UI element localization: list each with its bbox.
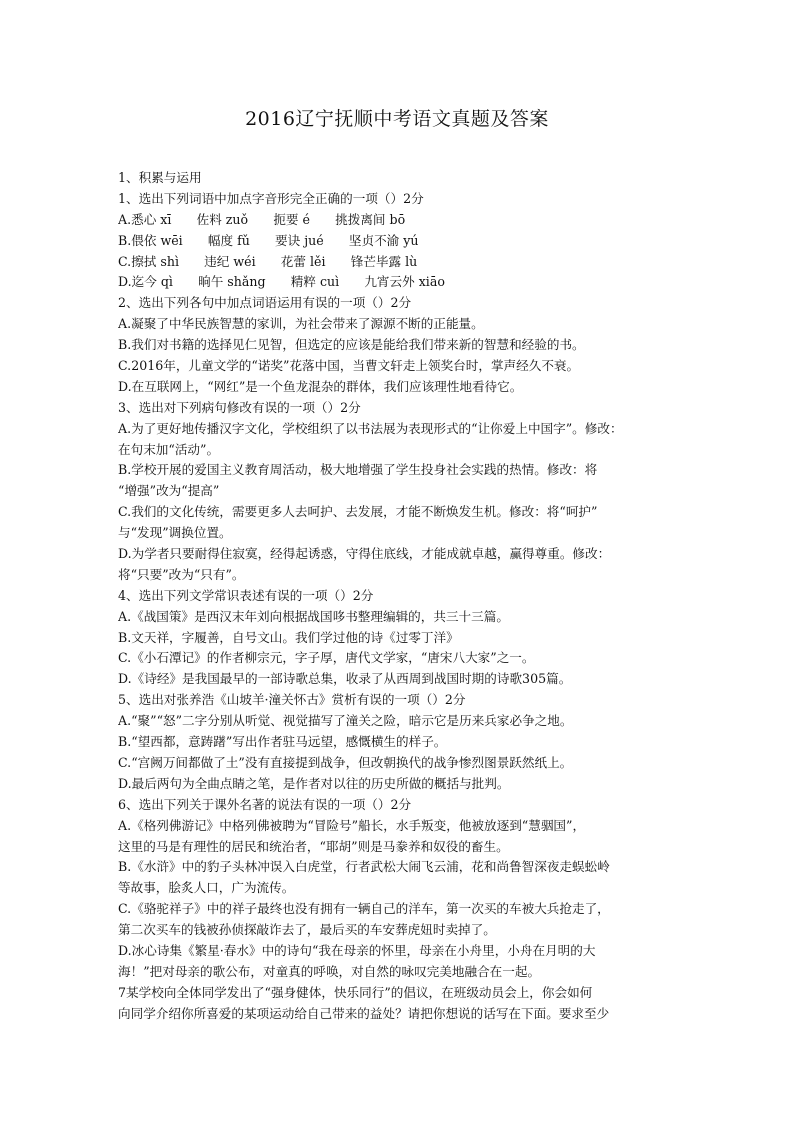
option-line: C.《骆驼祥子》中的祥子最终也没有拥有一辆自己的洋车，第一次买的车被大兵抢走了， bbox=[118, 901, 610, 917]
question-7: 7某学校向全体同学发出了“强身健体，快乐同行”的倡议，在班级动员会上，你会如何 bbox=[118, 984, 593, 1000]
question-5: 5、选出对张养浩《山坡羊·潼关怀古》赏析有误的一项（）2分 bbox=[118, 692, 466, 708]
option-line: 等故事，脍炙人口，广为流传。 bbox=[118, 880, 295, 896]
option-line: C.2016年，儿童文学的“诺奖”花落中国，当曹文轩走上领奖台时，掌声经久不衰。 bbox=[118, 358, 580, 374]
option-line: D.为学者只要耐得住寂寞，经得起诱惑，守得住底线，才能成就卓越，赢得尊重。修改： bbox=[118, 546, 611, 562]
option-line: A.“聚”“怒”二字分别从听觉、视觉描写了潼关之险，暗示它是历来兵家必争之地。 bbox=[118, 713, 573, 729]
question-4: 4、选出下列文学常识表述有误的一项（）2分 bbox=[118, 587, 374, 603]
option-line: 在句末加“活动”。 bbox=[118, 441, 220, 457]
option-line: A.为了更好地传播汉字文化，学校组织了以书法展为表现形式的“让你爱上中国字”。修改： bbox=[118, 420, 623, 436]
option-line: C.我们的文化传统，需要更多人去呵护、去发展，才能不断焕发生机。修改：将“呵护” bbox=[118, 504, 598, 520]
option-line: D.《诗经》是我国最早的一部诗歌总集，收录了从西周到战国时期的诗歌305篇。 bbox=[118, 671, 572, 687]
option-line: 与“发现”调换位置。 bbox=[118, 525, 232, 541]
option-line: A.悉心 xī 佐料 zuǒ 扼要 é 挑拨离间 bō bbox=[118, 211, 406, 227]
option-line: D.最后两句为全曲点睛之笔，是作者对以往的历史所做的概括与批判。 bbox=[118, 775, 510, 791]
question-2: 2、选出下列各句中加点词语运用有误的一项（）2分 bbox=[118, 295, 412, 311]
option-line: 海！”把对母亲的歌公布，对童真的呼唤，对自然的咏叹完美地融合在一起。 bbox=[118, 963, 541, 979]
option-line: C.《小石潭记》的作者柳宗元，字子厚，唐代文学家，“唐宋八大家”之一。 bbox=[118, 650, 535, 666]
option-line: A.《战国策》是西汉末年刘向根据战国哆书整理编辑的，共三十三篇。 bbox=[118, 608, 509, 624]
option-line: “增强”改为“提高” bbox=[118, 483, 220, 499]
option-line: B.“望西都，意踌躇”写出作者驻马远望，感慨横生的样子。 bbox=[118, 734, 447, 750]
option-line: C.“宫阙万间都做了土”没有直接提到战争，但改朝换代的战争惨烈图景跃然纸上。 bbox=[118, 754, 573, 770]
option-line: D.冰心诗集《繁星·春水》中的诗句“我在母亲的怀里，母亲在小舟里，小舟在月明的大 bbox=[118, 942, 596, 958]
document-title: 2016辽宁抚顺中考语文真题及答案 bbox=[245, 108, 549, 130]
option-line: B.文天祥，字履善，自号文山。我们学过他的诗《过零丁洋》 bbox=[118, 629, 459, 645]
option-line: 将“只要”改为“只有”。 bbox=[118, 566, 245, 582]
option-line: D.迄今 qì 晌午 shǎng 精粹 cuì 九宵云外 xiāo bbox=[118, 274, 445, 290]
option-line: D.在互联网上，“网红”是一个鱼龙混杂的群体，我们应该理性地看待它。 bbox=[118, 378, 523, 394]
option-line: A.凝聚了中华民族智慧的家训，为社会带来了源源不断的正能量。 bbox=[118, 316, 484, 332]
document-body bbox=[118, 168, 684, 1025]
question-1: 1、选出下列词语中加点字音形完全正确的一项（）2分 bbox=[118, 190, 424, 206]
option-line: 第二次买车的钱被孙侦探敲诈去了，最后买的车安葬虎妞时卖掉了。 bbox=[118, 922, 496, 938]
option-line: B.《水浒》中的豹子头林冲误入白虎堂，行者武松大闹飞云浦，花和尚鲁智深夜走蜈蚣岭 bbox=[118, 859, 610, 875]
option-line: B.偎依 wēi 幅度 fǔ 要诀 jué 坚贞不渝 yú bbox=[118, 232, 419, 248]
option-line: B.我们对书籍的选择见仁见智，但选定的应该是能给我们带来新的智慧和经验的书。 bbox=[118, 337, 585, 353]
option-line: C.擦拭 shì 违纪 wéi 花蕾 lěi 锋芒毕露 lù bbox=[118, 253, 418, 269]
option-line: A.《格列佛游记》中格列佛被聘为“冒险号”船长，水手叛变，他被放逐到“慧骃国”， bbox=[118, 817, 586, 833]
question-3: 3、选出对下列病句修改有误的一项（）2分 bbox=[118, 399, 361, 415]
section-heading: 1、积累与运用 bbox=[118, 170, 202, 185]
option-line: 这里的马是有理性的居民和统治者，“耶胡”则是马豢养和奴役的畜生。 bbox=[118, 838, 509, 854]
option-line: B.学校开展的爱国主义教育周活动，极大地增强了学生投身社会实践的热情。修改：将 bbox=[118, 462, 598, 478]
question-7-continued: 向同学介绍你所喜爱的某项运动给自己带来的益处？请把你想说的话写在下面。要求至少 bbox=[118, 1005, 610, 1021]
question-6: 6、选出下列关于课外名著的说法有误的一项（）2分 bbox=[118, 796, 412, 812]
